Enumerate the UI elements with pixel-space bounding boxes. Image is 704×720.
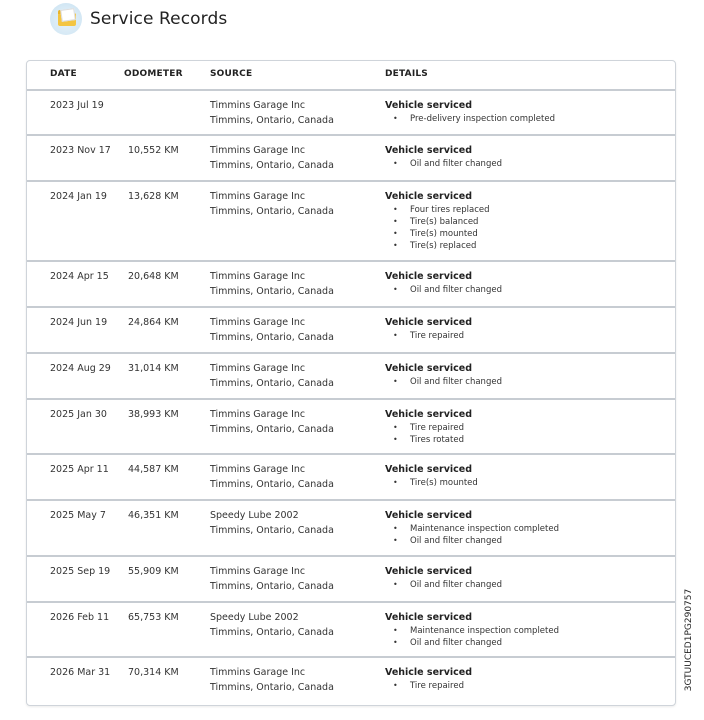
row-date: 2025 Apr 11 [50, 464, 109, 475]
source-location: Timmins, Ontario, Canada [210, 378, 334, 389]
detail-item: • Oil and filter changed [385, 376, 665, 388]
row-details [385, 407, 665, 446]
detail-item: • Oil and filter changed [385, 637, 665, 649]
row-odometer: 13,628 KM [128, 191, 179, 202]
row-odometer: 70,314 KM [128, 667, 179, 678]
source-name: Timmins Garage Inc [210, 191, 306, 202]
row-details [385, 564, 665, 591]
source-location: Timmins, Ontario, Canada [210, 424, 334, 435]
table-row [27, 262, 675, 308]
detail-item: • Pre-delivery inspection completed [385, 113, 665, 125]
detail-item: • Tire repaired [385, 422, 665, 434]
row-source [210, 315, 334, 345]
detail-title: Vehicle serviced [385, 271, 473, 282]
detail-list [385, 523, 665, 547]
detail-item: • Tire(s) balanced [385, 216, 665, 228]
source-location: Timmins, Ontario, Canada [210, 627, 334, 638]
row-details [385, 143, 665, 170]
source-location: Timmins, Ontario, Canada [210, 286, 334, 297]
table-row [27, 455, 675, 501]
vin-label: 3GTUUCED1PG290757 [684, 588, 694, 692]
source-location: Timmins, Ontario, Canada [210, 682, 334, 693]
row-odometer: 55,909 KM [128, 566, 179, 577]
detail-item: • Maintenance inspection completed [385, 625, 665, 637]
detail-item: • Tires rotated [385, 434, 665, 446]
detail-list [385, 477, 665, 489]
column-header-date: DATE [50, 69, 77, 79]
source-name: Timmins Garage Inc [210, 667, 306, 678]
row-date: 2026 Mar 31 [50, 667, 111, 678]
row-source [210, 98, 334, 128]
source-name: Timmins Garage Inc [210, 145, 306, 156]
detail-title: Vehicle serviced [385, 667, 473, 678]
detail-item: • Oil and filter changed [385, 284, 665, 296]
detail-title: Vehicle serviced [385, 566, 473, 577]
row-details [385, 508, 665, 547]
row-odometer: 44,587 KM [128, 464, 179, 475]
source-location: Timmins, Ontario, Canada [210, 479, 334, 490]
row-source [210, 189, 334, 219]
source-name: Timmins Garage Inc [210, 409, 306, 420]
source-location: Timmins, Ontario, Canada [210, 115, 334, 126]
row-source [210, 564, 334, 594]
detail-item: • Maintenance inspection completed [385, 523, 665, 535]
row-source [210, 665, 334, 695]
detail-list [385, 204, 665, 252]
row-odometer: 10,552 KM [128, 145, 179, 156]
detail-item: • Tire repaired [385, 680, 665, 692]
table-header [27, 61, 675, 91]
detail-list [385, 158, 665, 170]
row-details [385, 189, 665, 252]
detail-title: Vehicle serviced [385, 191, 473, 202]
column-header-odometer: ODOMETER [124, 69, 183, 79]
page-header [50, 2, 227, 36]
row-odometer: 65,753 KM [128, 612, 179, 623]
table-row [27, 308, 675, 354]
row-details [385, 315, 665, 342]
row-details [385, 462, 665, 489]
detail-item: • Oil and filter changed [385, 158, 665, 170]
table-row [27, 501, 675, 557]
folder-records-icon [50, 3, 82, 35]
detail-item: • Tire(s) mounted [385, 228, 665, 240]
detail-list [385, 376, 665, 388]
column-header-details: DETAILS [385, 69, 428, 79]
row-details [385, 269, 665, 296]
source-location: Timmins, Ontario, Canada [210, 581, 334, 592]
detail-item: • Oil and filter changed [385, 535, 665, 547]
row-details [385, 665, 665, 692]
row-source [210, 269, 334, 299]
detail-list [385, 113, 665, 125]
detail-title: Vehicle serviced [385, 612, 473, 623]
source-location: Timmins, Ontario, Canada [210, 206, 334, 217]
row-odometer: 24,864 KM [128, 317, 179, 328]
source-name: Timmins Garage Inc [210, 566, 306, 577]
row-odometer: 38,993 KM [128, 409, 179, 420]
row-date: 2024 Jan 19 [50, 191, 107, 202]
detail-list [385, 284, 665, 296]
detail-list [385, 330, 665, 342]
row-odometer: 46,351 KM [128, 510, 179, 521]
service-records-table [26, 60, 676, 706]
row-source [210, 610, 334, 640]
row-date: 2024 Apr 15 [50, 271, 109, 282]
source-name: Timmins Garage Inc [210, 271, 306, 282]
detail-list [385, 625, 665, 649]
detail-item: • Tire repaired [385, 330, 665, 342]
row-details [385, 361, 665, 388]
source-name: Timmins Garage Inc [210, 100, 306, 111]
source-name: Speedy Lube 2002 [210, 612, 299, 623]
detail-title: Vehicle serviced [385, 317, 473, 328]
column-header-source: SOURCE [210, 69, 253, 79]
row-date: 2025 May 7 [50, 510, 106, 521]
row-date: 2026 Feb 11 [50, 612, 110, 623]
source-location: Timmins, Ontario, Canada [210, 525, 334, 536]
row-date: 2024 Aug 29 [50, 363, 111, 374]
detail-item: • Tire(s) mounted [385, 477, 665, 489]
row-details [385, 98, 665, 125]
row-date: 2025 Jan 30 [50, 409, 107, 420]
detail-title: Vehicle serviced [385, 464, 473, 475]
detail-list [385, 579, 665, 591]
detail-list [385, 422, 665, 446]
row-source [210, 361, 334, 391]
row-date: 2024 Jun 19 [50, 317, 108, 328]
table-row [27, 400, 675, 455]
detail-title: Vehicle serviced [385, 510, 473, 521]
detail-item: • Tire(s) replaced [385, 240, 665, 252]
table-row [27, 182, 675, 262]
page-title: Service Records [90, 9, 228, 29]
row-details [385, 610, 665, 649]
source-location: Timmins, Ontario, Canada [210, 160, 334, 171]
row-source [210, 407, 334, 437]
row-date: 2023 Jul 19 [50, 100, 104, 111]
source-name: Timmins Garage Inc [210, 464, 306, 475]
row-source [210, 143, 334, 173]
detail-title: Vehicle serviced [385, 409, 473, 420]
table-row [27, 354, 675, 400]
detail-item: • Four tires replaced [385, 204, 665, 216]
table-row [27, 603, 675, 658]
table-row [27, 557, 675, 603]
source-name: Timmins Garage Inc [210, 317, 306, 328]
table-row [27, 658, 675, 702]
row-source [210, 508, 334, 538]
row-date: 2023 Nov 17 [50, 145, 111, 156]
row-odometer: 31,014 KM [128, 363, 179, 374]
detail-list [385, 680, 665, 692]
row-odometer: 20,648 KM [128, 271, 179, 282]
detail-item: • Oil and filter changed [385, 579, 665, 591]
row-source [210, 462, 334, 492]
row-date: 2025 Sep 19 [50, 566, 111, 577]
source-name: Speedy Lube 2002 [210, 510, 299, 521]
source-location: Timmins, Ontario, Canada [210, 332, 334, 343]
table-row [27, 136, 675, 182]
table-row [27, 91, 675, 136]
detail-title: Vehicle serviced [385, 100, 473, 111]
source-name: Timmins Garage Inc [210, 363, 306, 374]
detail-title: Vehicle serviced [385, 145, 473, 156]
detail-title: Vehicle serviced [385, 363, 473, 374]
